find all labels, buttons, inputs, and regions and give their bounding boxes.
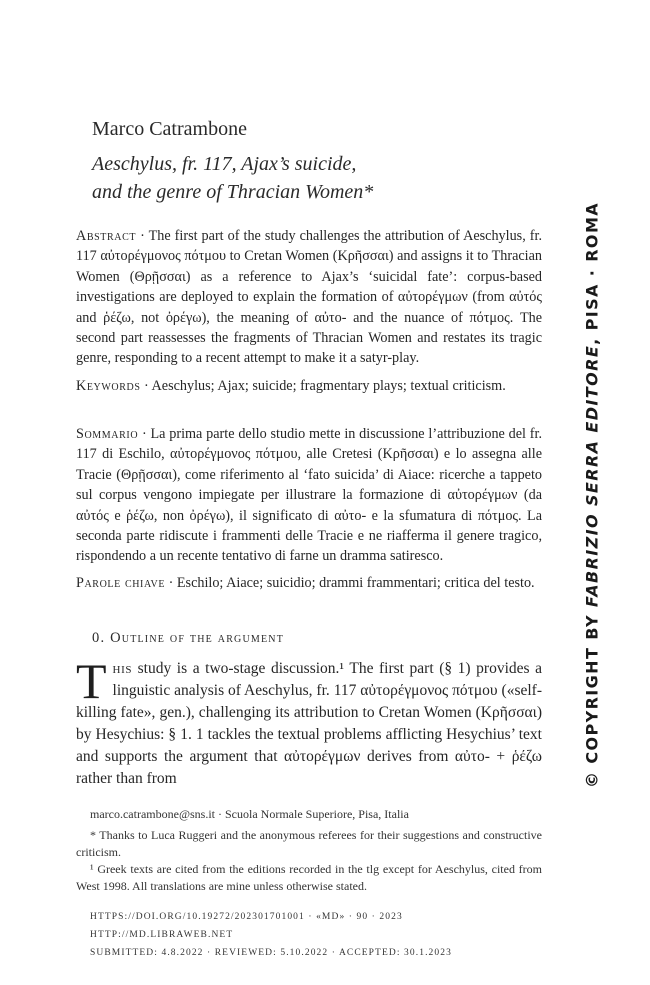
title-line-1: Aeschylus, fr. 117, Ajax’s suicide,: [92, 153, 357, 175]
abstract: [76, 226, 542, 369]
keywords-label: Keywords: [76, 378, 141, 394]
author-name: Marco Catrambone: [92, 118, 247, 140]
article-title: [92, 150, 532, 206]
body-paragraph: [76, 653, 542, 790]
sommario: [76, 424, 542, 567]
section-heading: 0. Outline of the argument: [92, 630, 285, 646]
copyright-prefix: © COPYRIGHT BY: [582, 607, 602, 789]
doi-line: HTTPS://DOI.ORG/10.19272/202301701001 · «MD» · 90 · 2023: [90, 912, 403, 922]
parole-chiave-text: · Eschilo; Aiace; suicidio; drammi frammentari; critica del testo.: [165, 575, 535, 591]
parole-chiave-label: Parole chiave: [76, 575, 166, 591]
footnotes: [76, 806, 542, 895]
footnote-star: * Thanks to Luca Ruggeri and the anonymous referees for their suggestions and constructive criticism.: [76, 828, 542, 859]
url-line: HTTP://MD.LIBRAWEB.NET: [90, 930, 234, 940]
keywords-text: · Aeschylus; Ajax; suicide; fragmentary plays; textual criticism.: [140, 378, 506, 394]
author-affiliation: marco.catrambone@sns.it · Scuola Normale Superiore, Pisa, Italia: [90, 807, 409, 821]
parole-chiave: [76, 573, 542, 593]
footnote-1: ¹ Greek texts are cited from the editions recorded in the tlg except for Aeschylus, cited from West 1998. All translations are mine unless otherwise stated.: [76, 862, 542, 893]
keywords: [76, 376, 542, 396]
copyright-suffix: , PISA · ROMA: [582, 201, 602, 345]
publication-meta: [90, 908, 550, 962]
sommario-text: · La prima parte dello studio mette in discussione l’attribuzione del fr. 117 di Eschilo, αὐτορέγμονος πότμου, alle Cretesi (Κρῆσσαι) e lo assegna alle Tracie (Θρῇσσαι), come riferimento al ‘fato suicida’ di Aiace: ricerche a tappeto sul corpus vengono impiegate per illustrare la formazione di αὐτορέγμων (da αὐτός e ῥέζω, non ὀρέγω), il significato di αὐτο- e la sfumatura di πότμος. La seconda parte ridiscute i frammenti delle Tracie e ne riafferma il genere tragico, rispondendo a un recente tentativo di farne un dramma satiresco.: [76, 426, 542, 565]
sommario-label: Sommario: [76, 426, 139, 442]
body-lead: his: [112, 660, 133, 677]
copyright-notice: [583, 202, 602, 788]
drop-cap: T: [76, 653, 107, 709]
dates-line: SUBMITTED: 4.8.2022 · REVIEWED: 5.10.2022 · ACCEPTED: 30.1.2023: [90, 948, 452, 958]
abstract-label: Abstract: [76, 228, 137, 244]
abstract-text: · The first part of the study challenges the attribution of Aeschylus, fr. 117 αὐτορέγμονος πότμου to Cretan Women (Κρῆσσαι) and assigns it to Thracian Women (Θρῇσσαι) as a reference to Ajax’s ‘suicidal fate’: corpus-based investigations are deployed to explain the formation of αὐτορέγμων (from αὐτός and ῥέζω, not ὀρέγω), the meaning of αὐτο- and the nuance of πότμος. The second part reassesses the fragments of Thracian Women and restates its tragic genre, responding to a recent attempt to make it a satyr-play.: [76, 228, 542, 367]
title-line-2: and the genre of Thracian Women*: [92, 181, 374, 203]
body-text: study is a two-stage discussion.¹ The first part (§ 1) provides a linguistic analysis of Aeschylus, fr. 117 αὐτορέγμονος πότμου («self-killing fate», gen.), challenging its attribution to Cretan Women (Κρῆσσαι) by Hesychius: § 1. 1 tackles the textual problems afflicting Hesychius’ text and supports the argument that αὐτορέγμων derives from αὐτο- + ῥέζω rather than from: [76, 660, 542, 787]
copyright-publisher: FABRIZIO SERRA EDITORE: [582, 344, 602, 608]
